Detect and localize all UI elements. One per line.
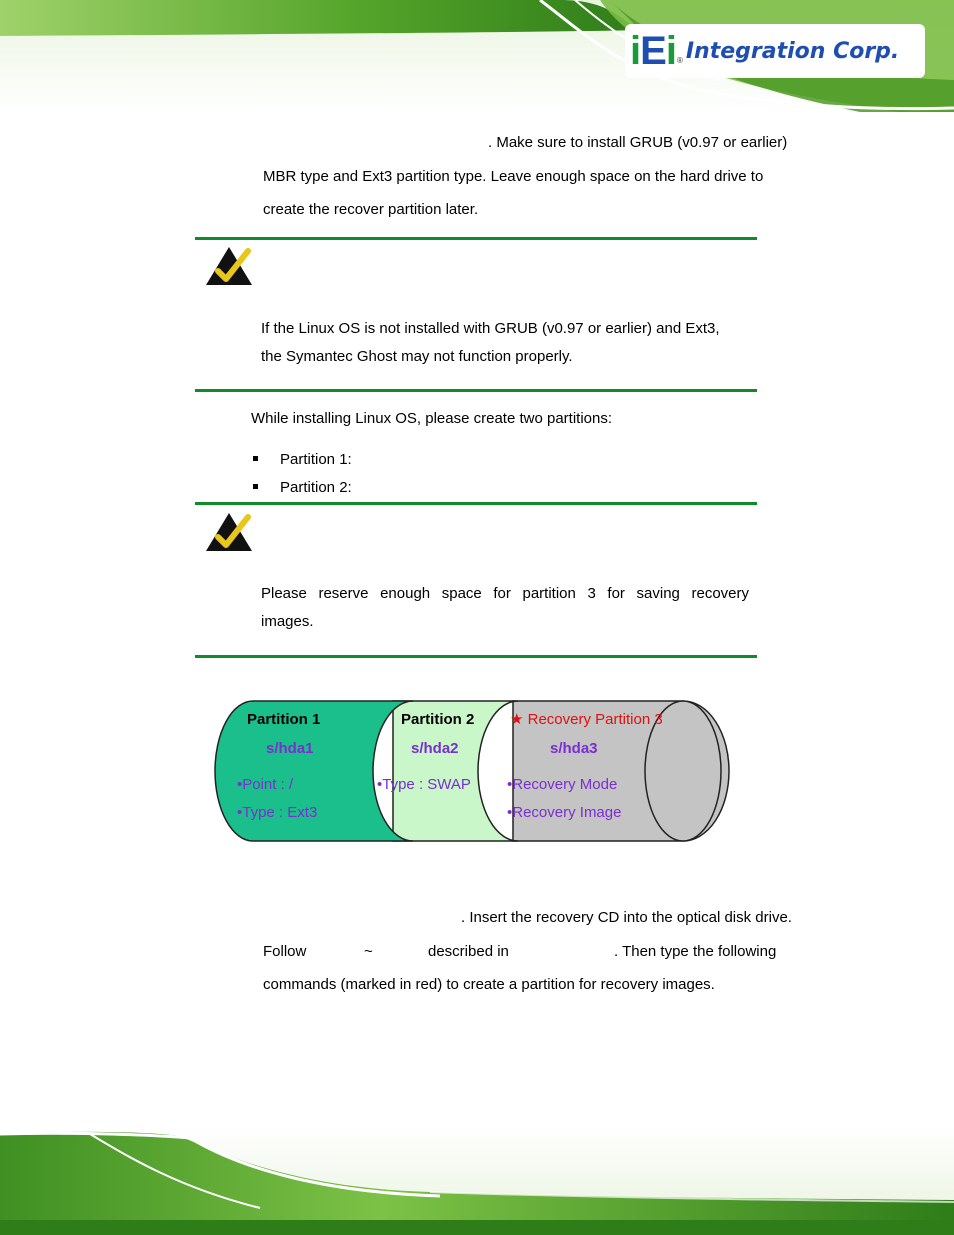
note2-line-1: Please reserve enough space for partition 3 for saving recovery — [261, 585, 749, 602]
note2-line-2: images. — [261, 613, 314, 630]
note-top-rule — [195, 502, 757, 505]
note-bottom-rule — [195, 655, 757, 658]
partition-1-device: s/hda1 — [266, 740, 314, 757]
body-line-2: MBR type and Ext3 partition type. Leave enough space on the hard drive to — [263, 168, 764, 185]
note1-line-1: If the Linux OS is not installed with GRUB (v0.97 or earlier) and Ext3, — [261, 320, 720, 337]
step-line-1: . Insert the recovery CD into the optical disk drive. — [461, 909, 792, 926]
step-tilde: ~ — [364, 943, 373, 960]
bullet-partition-2: Partition 2: — [280, 479, 352, 496]
step-line-3: commands (marked in red) to create a partition for recovery images. — [263, 976, 715, 993]
partition-1-item: •Point : / — [237, 776, 294, 793]
note-top-rule — [195, 237, 757, 240]
partition-3-title: ★ Recovery Partition 3 — [510, 711, 663, 728]
partition-intro: While installing Linux OS, please create two partitions: — [251, 410, 613, 427]
step-then: . Then type the following — [614, 943, 777, 960]
partition-3-device: s/hda3 — [550, 740, 598, 757]
body-line-3: create the recover partition later. — [263, 201, 479, 218]
checkmark-note-icon — [204, 511, 254, 553]
note1-line-2: the Symantec Ghost may not function properly. — [261, 348, 573, 365]
bullet-marker — [253, 484, 258, 489]
footer-banner — [0, 1128, 954, 1235]
partition-2-title: Partition 2 — [401, 711, 475, 728]
company-logo: iEi ® Integration Corp. — [630, 29, 900, 73]
body-line-1: . Make sure to install GRUB (v0.97 or earlier) — [488, 134, 788, 151]
partition-2-item: •Type : SWAP — [377, 776, 471, 793]
bullet-partition-1: Partition 1: — [280, 451, 352, 468]
step-described: described in — [428, 943, 509, 960]
step-follow: Follow — [263, 943, 307, 960]
partition-2-device: s/hda2 — [411, 740, 459, 757]
checkmark-note-icon — [204, 245, 254, 287]
partition-3-item: •Recovery Image — [507, 804, 622, 821]
note-bottom-rule — [195, 389, 757, 392]
bullet-marker — [253, 456, 258, 461]
partition-1-title: Partition 1 — [247, 711, 321, 728]
partition-3-item: •Recovery Mode — [507, 776, 618, 793]
partition-1-item: •Type : Ext3 — [237, 804, 318, 821]
